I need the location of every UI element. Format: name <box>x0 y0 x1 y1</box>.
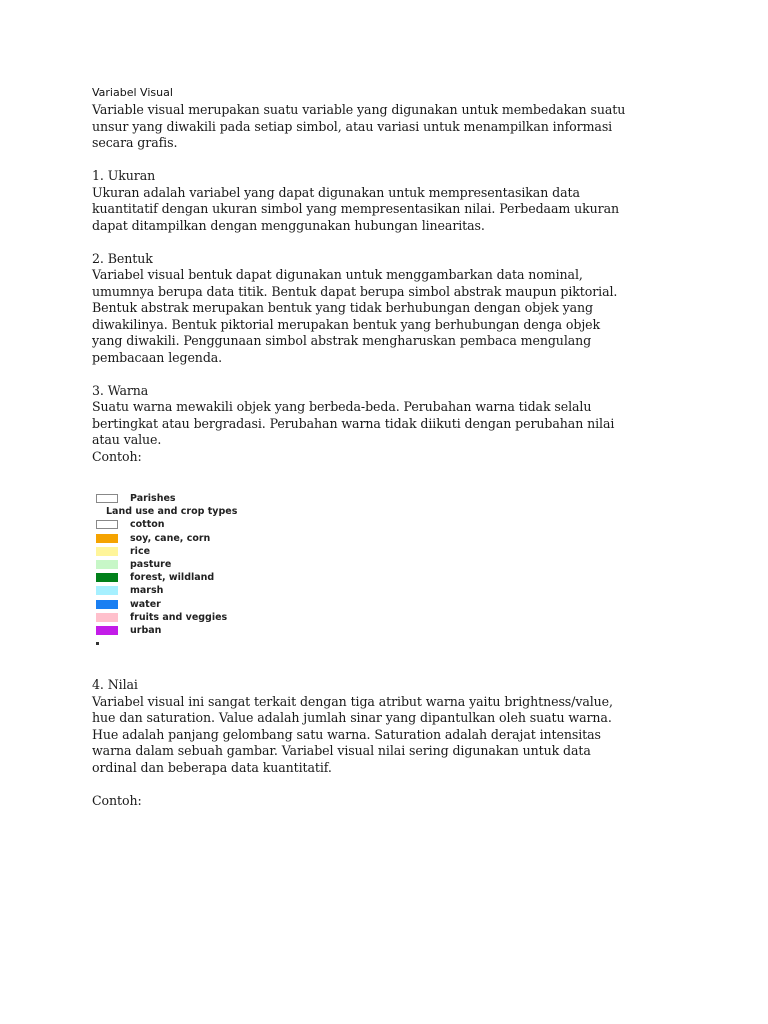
legend-row-parishes <box>96 492 256 505</box>
document-title: Variabel Visual <box>92 86 173 99</box>
section-heading-nilai: 4. Nilai <box>92 677 138 692</box>
land-use-legend-image <box>96 492 256 637</box>
document-page-lower <box>92 677 692 809</box>
legend-swatch <box>96 547 118 556</box>
legend-items <box>96 518 256 637</box>
legend-label: rice <box>130 545 151 557</box>
legend-swatch <box>96 626 118 635</box>
legend-label-parishes: Parishes <box>130 493 176 505</box>
legend-row <box>96 598 256 611</box>
legend-header: Land use and crop types <box>106 506 238 518</box>
legend-row <box>96 611 256 624</box>
section-heading-bentuk: 2. Bentuk <box>92 250 153 266</box>
intro-paragraph: Variable visual merupakan suatu variable yang digunakan untuk membedakan suatu unsur yang diwakili pada setiap simbol, atau variasi untuk menampilkan informasi secara grafis. <box>92 102 626 150</box>
legend-row <box>96 545 256 558</box>
legend-swatch <box>96 600 118 609</box>
legend-label: fruits and veggies <box>130 611 228 623</box>
legend-label: soy, cane, corn <box>130 532 211 544</box>
legend-swatch <box>96 560 118 569</box>
legend-label: forest, wildland <box>130 572 215 584</box>
example-label-nilai: Contoh: <box>92 792 142 808</box>
legend-row <box>96 624 256 637</box>
section-heading-warna: 3. Warna <box>92 382 149 398</box>
legend-row <box>96 532 256 545</box>
section-heading-ukuran: 1. Ukuran <box>92 168 156 183</box>
legend-swatch <box>96 534 118 543</box>
section-body-nilai: Variabel visual ini sangat terkait dengan tiga atribut warna yaitu brightness/value, hue dan saturation. Value adalah jumlah sinar yang dipantulkan oleh suatu warna. Hue adalah panjang gelombang satu warna. Saturation adalah derajat intensitas warna dalam sebuah gambar. Variabel visual nilai sering digunakan untuk data ordinal dan beberapa data kuantitatif. <box>92 693 613 775</box>
legend-label: urban <box>130 624 162 636</box>
legend-swatch <box>96 613 118 622</box>
document-page <box>92 86 692 465</box>
legend-label: cotton <box>130 519 165 531</box>
legend-row <box>96 558 256 571</box>
legend-label: marsh <box>130 585 164 597</box>
legend-swatch <box>96 573 118 582</box>
section-body-bentuk: Variabel visual bentuk dapat digunakan untuk menggambarkan data nominal, umumnya berupa data titik. Bentuk dapat berupa simbol abstrak maupun piktorial. Bentuk abstrak merupakan bentuk yang tidak berhubungan dengan objek yang diwakilinya. Bentuk piktorial merupakan bentuk yang berhubungan denga objek yang diwakili. Penggunaan simbol abstrak mengharuskan pembaca mengulang pembacaan legenda. <box>92 267 618 365</box>
legend-swatch-parishes <box>96 494 118 503</box>
image-corner-mark <box>96 642 99 645</box>
legend-row <box>96 518 256 531</box>
legend-row <box>96 584 256 597</box>
legend-row <box>96 571 256 584</box>
legend-label: water <box>130 598 161 610</box>
section-body-ukuran: Ukuran adalah variabel yang dapat digunakan untuk mempresentasikan data kuantitatif dengan ukuran simbol yang mempresentasikan nilai. Perbedaam ukuran dapat ditampilkan dengan menggunakan hubungan linearitas. <box>92 184 620 233</box>
example-label-warna: Contoh: <box>92 448 142 464</box>
legend-swatch <box>96 520 118 529</box>
legend-swatch <box>96 586 118 595</box>
section-body-warna: Suatu warna mewakili objek yang berbeda-beda. Perubahan warna tidak selalu bertingkat atau bergradasi. Perubahan warna tidak diikuti dengan perubahan nilai atau value. <box>92 399 615 447</box>
legend-label: pasture <box>130 559 172 571</box>
